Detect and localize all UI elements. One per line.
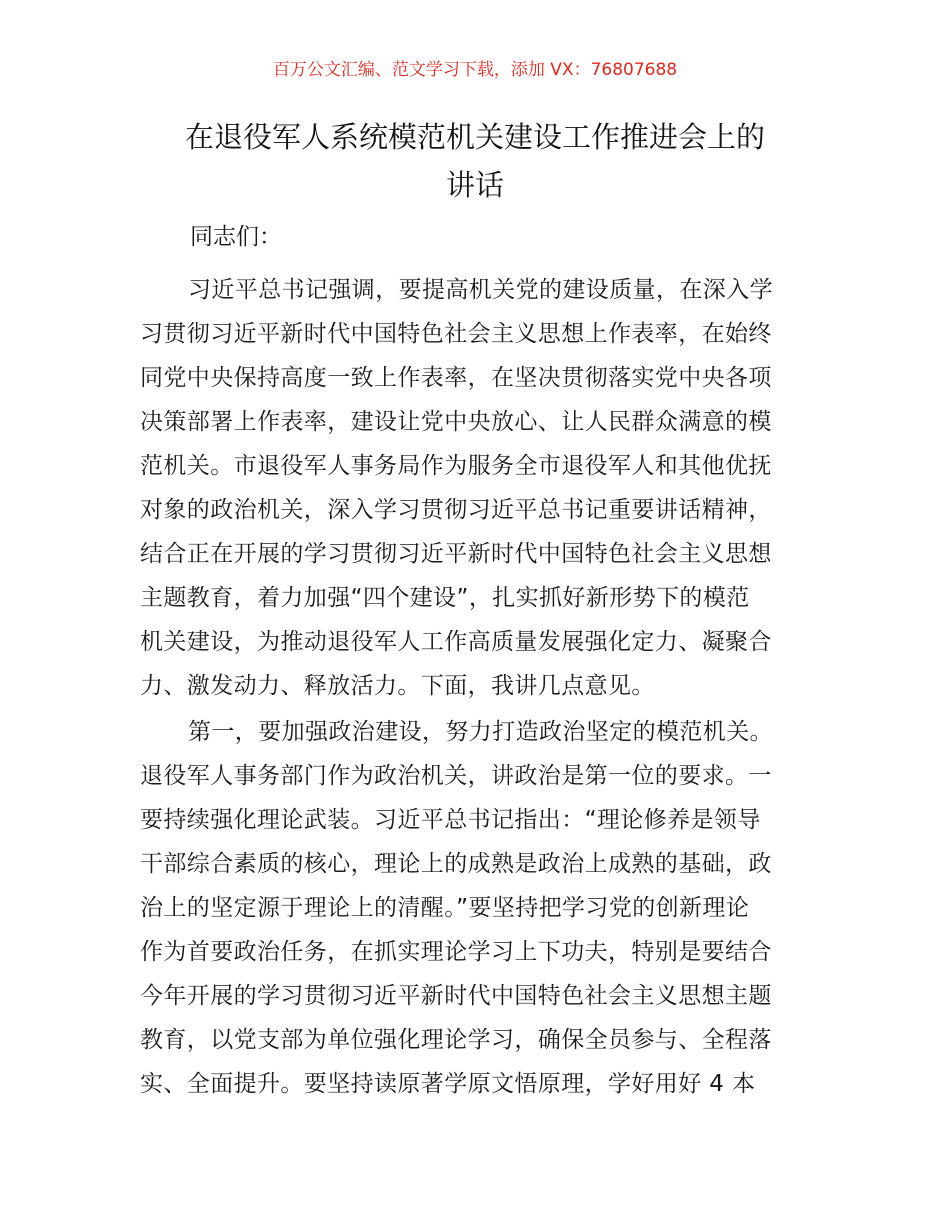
paragraph-line: 机关建设，为推动退役军人工作高质量发展强化定力、凝聚合: [140, 629, 772, 655]
paragraph-line: 习近平总书记强调，要提高机关党的建设质量，在深入学: [188, 277, 773, 303]
paragraph-line: 实、全面提升。要坚持读原著学原文悟原理，学好用好 4 本: [140, 1071, 756, 1097]
watermark-header: 百万公文汇编、范文学习下载，添加 VX：76807688: [272, 60, 678, 80]
paragraph-line: 决策部署上作表率，建设让党中央放心、让人民群众满意的模: [140, 409, 772, 435]
paragraph-line: 教育，以党支部为单位强化理论学习，确保全员参与、全程落: [140, 1027, 772, 1053]
paragraph-line: 力、激发动力、释放活力。下面，我讲几点意见。: [140, 673, 655, 699]
body-paragraph: [140, 710, 820, 1106]
paragraph-line: 要持续强化理论武装。习近平总书记指出：“理论修养是领导: [140, 807, 761, 833]
paragraph-line: 治上的坚定源于理论上的清醒。”要坚持把学习党的创新理论: [140, 895, 750, 921]
title-line: 在退役军人系统模范机关建设工作推进会上的: [184, 120, 765, 154]
title-line: 讲话: [445, 168, 504, 202]
body-paragraph: [140, 268, 820, 708]
paragraph-line: 结合正在开展的学习贯彻习近平新时代中国特色社会主义思想: [140, 541, 772, 567]
paragraph-line: 对象的政治机关，深入学习贯彻习近平总书记重要讲话精神，: [140, 497, 772, 523]
salutation: 同志们：: [190, 224, 282, 250]
paragraph-line: 干部综合素质的核心，理论上的成熟是政治上成熟的基础，政: [140, 851, 772, 877]
paragraph-line: 今年开展的学习贯彻习近平新时代中国特色社会主义思想主题: [140, 983, 772, 1009]
paragraph-line: 习贯彻习近平新时代中国特色社会主义思想上作表率，在始终: [140, 321, 772, 347]
paragraph-line: 第一，要加强政治建设，努力打造政治坚定的模范机关。: [188, 719, 773, 745]
paragraph-line: 主题教育，着力加强“四个建设”，扎实抓好新形势下的模范: [140, 585, 750, 611]
paragraph-line: 作为首要政治任务，在抓实理论学习上下功夫，特别是要结合: [140, 939, 772, 965]
paragraph-line: 同党中央保持高度一致上作表率，在坚决贯彻落实党中央各项: [140, 365, 772, 391]
document-title: [140, 113, 810, 209]
paragraph-line: 退役军人事务部门作为政治机关，讲政治是第一位的要求。一: [140, 763, 772, 789]
paragraph-line: 范机关。市退役军人事务局作为服务全市退役军人和其他优抚: [140, 453, 772, 479]
